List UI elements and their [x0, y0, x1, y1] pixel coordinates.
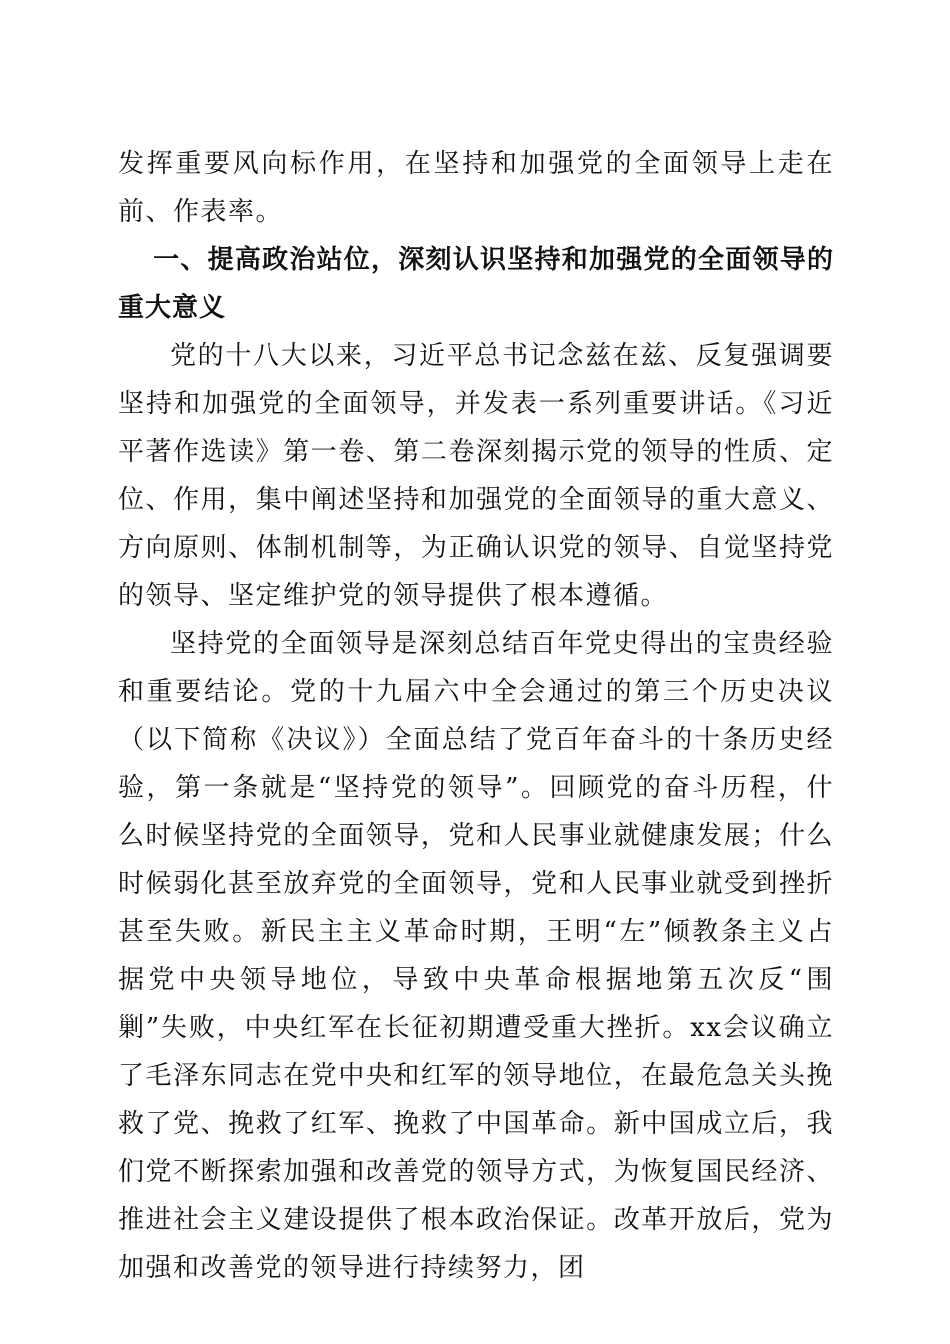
body-paragraph-2: 坚持党的全面领导是深刻总结百年党史得出的宝贵经验和重要结论。党的十九届六中全会通过的第三个历史决议（以下简称《决议》）全面总结了党百年奋斗的十条历史经验，第一条就是“坚持党的领导”。回顾党的奋斗历程，什么时候坚持党的全面领导，党和人民事业就健康发展；什么时候弱化甚至放弃党的全面领导，党和人民事业就受到挫折甚至失败。新民主主义革命时期，王明“左”倾教条主义占据党中央领导地位，导致中央革命根据地第五次反“围剿”失败，中央红军在长征初期遭受重大挫折。xx会议确立了毛泽东同志在党中央和红军的领导地位，在最危急关头挽救了党、挽救了红军、挽救了中国革命。新中国成立后，我们党不断探索加强和改善党的领导方式，为恢复国民经济、推进社会主义建设提供了根本政治保证。改革开放后，党为加强和改善党的领导进行持续努力，团: [118, 629, 834, 1283]
section-heading: 一、提高政治站位，深刻认识坚持和加强党的全面领导的重大意义: [118, 245, 834, 323]
document-body: [118, 140, 834, 1292]
body-paragraph-1: 党的十八大以来，习近平总书记念兹在兹、反复强调要坚持和加强党的全面领导，并发表一系列重要讲话。《习近平著作选读》第一卷、第二卷深刻揭示党的领导的性质、定位、作用，集中阐述坚持和加强党的全面领导的重大意义、方向原则、体制机制等，为正确认识党的领导、自觉坚持党的领导、坚定维护党的领导提供了根本遵循。: [118, 341, 834, 611]
intro-continuation-paragraph: 发挥重要风向标作用，在坚持和加强党的全面领导上走在前、作表率。: [118, 149, 834, 227]
